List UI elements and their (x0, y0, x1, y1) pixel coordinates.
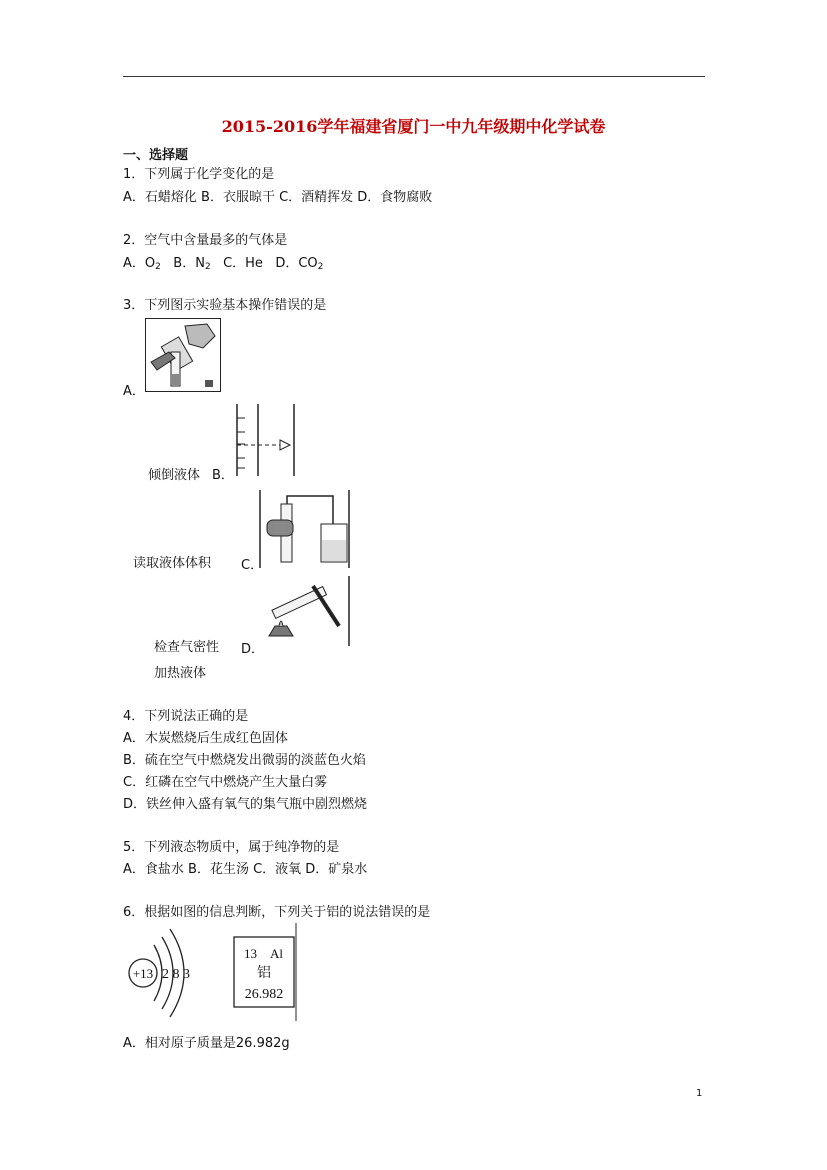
q4-option-d: D．铁丝伸入盛有氧气的集气瓶中剧烈燃烧 (123, 797, 368, 812)
element-symbol: Al (270, 946, 283, 961)
q5-options: A．食盐水 B．花生汤 C．液氧 D．矿泉水 (123, 862, 368, 877)
q2-option-d-sub: 2 (317, 262, 324, 272)
page-title: 2015-2016学年福建省厦门一中九年级期中化学试卷 (221, 117, 606, 136)
q2-stem: 2．空气中含量最多的气体是 (123, 233, 288, 248)
q6-stem: 6．根据如图的信息判断，下列关于铝的说法错误的是 (123, 905, 431, 920)
atom-nucleus-label: +13 (132, 966, 154, 981)
q3-figure-c-airtightness (259, 490, 351, 568)
page-number: 1 (696, 1088, 703, 1099)
header-rule (123, 76, 705, 77)
q3-figure-a-pouring (145, 318, 221, 392)
q4-option-c: C．红磷在空气中燃烧产生大量白雾 (123, 775, 328, 790)
q3-stem: 3．下列图示实验基本操作错误的是 (123, 298, 327, 313)
q3-figure-b-reading (236, 404, 298, 476)
q1-options: A．石蜡熔化 B．衣服晾干 C．酒精挥发 D．食物腐败 (123, 190, 433, 205)
q3-option-c-caption: 检查气密性 (154, 640, 220, 655)
q2-option-d: D．CO (275, 256, 318, 271)
q6-figure-aluminum (124, 923, 298, 1021)
q2-option-a: A．O (123, 256, 156, 271)
element-number: 13 (244, 946, 257, 961)
q3-figure-d-heating (259, 576, 351, 646)
q2-option-a-sub: 2 (155, 262, 161, 272)
q4-option-b: B．硫在空气中燃烧发出微弱的淡蓝色火焰 (123, 753, 366, 768)
q3-option-d-letter: D． (241, 642, 265, 657)
q5-stem: 5．下列液态物质中，属于纯净物的是 (123, 840, 340, 855)
element-mass: 26.982 (244, 987, 284, 1002)
section-heading: 一、选择题 (123, 148, 189, 163)
q2-option-c: C．He (223, 256, 263, 271)
q3-option-a-caption: 倾倒液体 (148, 468, 201, 483)
q3-option-b-caption: 读取液体体积 (133, 556, 212, 571)
q3-option-c-letter: C． (241, 558, 264, 573)
q2-option-b-sub: 2 (204, 262, 211, 272)
q2-options (123, 255, 323, 276)
q1-stem: 1．下列属于化学变化的是 (123, 167, 275, 182)
q4-option-a: A．木炭燃烧后生成红色固体 (123, 731, 288, 746)
q2-option-b: B．N (173, 256, 205, 271)
q3-option-b-letter: B． (212, 468, 234, 483)
q4-stem: 4．下列说法正确的是 (123, 709, 249, 724)
element-name: 铝 (257, 965, 271, 981)
q6-option-a: A．相对原子质量是26.982g (123, 1036, 290, 1051)
q3-option-a-letter: A． (123, 384, 145, 399)
atom-shells-label: 2 8 3 (162, 967, 190, 982)
q3-option-d-caption: 加热液体 (154, 666, 207, 681)
